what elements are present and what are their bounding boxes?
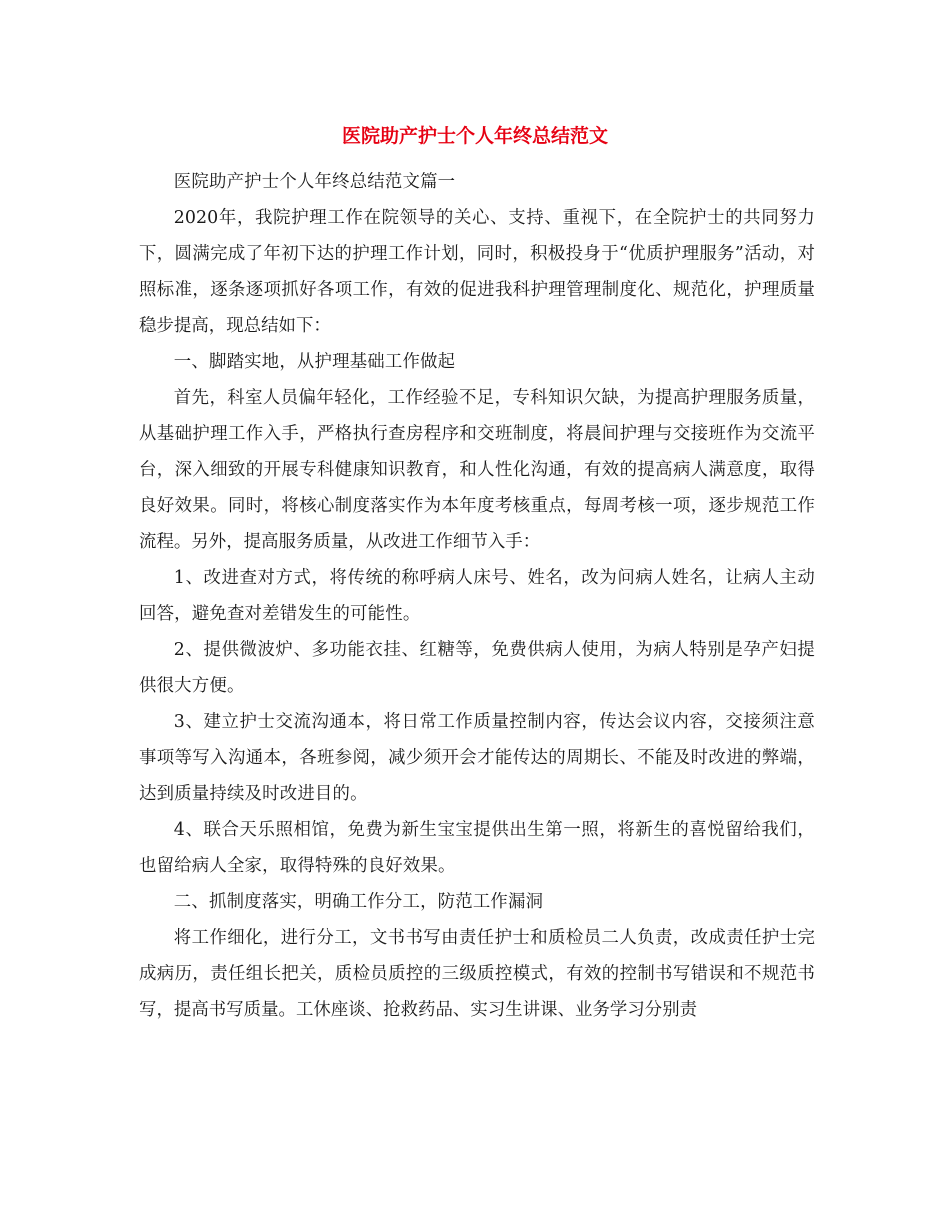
- document-title: 医院助产护士个人年终总结范文: [341, 125, 608, 147]
- list-item-1: 1、改进查对方式，将传统的称呼病人床号、姓名，改为问病人姓名，让病人主动回答，避免查对差错发生的可能性。: [139, 568, 815, 624]
- paragraph-division-of-work: 将工作细化，进行分工，文书书写由责任护士和质检员二人负责，改成责任护士完成病历，责任组长把关，质检员质控的三级质控模式，有效的控制书写错误和不规范书写，提高书写质量。工休座谈、抢救药品、实习生讲课、业务学习分别责: [139, 928, 815, 1020]
- list-item-4: 4、联合天乐照相馆，免费为新生宝宝提供出生第一照，将新生的喜悦留给我们，也留给病人全家，取得特殊的良好效果。: [139, 820, 815, 876]
- list-item-3: 3、建立护士交流沟通本，将日常工作质量控制内容，传达会议内容，交接须注意事项等写入沟通本，各班参阅，减少须开会才能传达的周期长、不能及时改进的弊端，达到质量持续及时改进目的。: [139, 712, 815, 804]
- list-item-2: 2、提供微波炉、多功能衣挂、红糖等，免费供病人使用，为病人特别是孕产妇提供很大方便。: [139, 640, 815, 696]
- intro-paragraph: 2020年，我院护理工作在院领导的关心、支持、重视下，在全院护士的共同努力下，圆满完成了年初下达的护理工作计划，同时，积极投身于“优质护理服务”活动，对照标准，逐条逐项抓好各项工作，有效的促进我科护理管理制度化、规范化，护理质量稳步提高，现总结如下：: [139, 208, 815, 336]
- section-heading-part-one: 医院助产护士个人年终总结范文篇一: [173, 172, 456, 192]
- section-heading-2: 二、抓制度落实，明确工作分工，防范工作漏洞: [173, 892, 544, 912]
- document-body: [139, 164, 815, 1028]
- paragraph-first-steps: 首先，科室人员偏年轻化，工作经验不足，专科知识欠缺，为提高护理服务质量，从基础护理工作入手，严格执行查房程序和交班制度，将晨间护理与交接班作为交流平台，深入细致的开展专科健康知识教育，和人性化沟通，有效的提高病人满意度，取得良好效果。同时，将核心制度落实作为本年度考核重点，每周考核一项，逐步规范工作流程。另外，提高服务质量，从改进工作细节入手：: [139, 388, 815, 552]
- section-heading-1: 一、脚踏实地，从护理基础工作做起: [173, 352, 456, 372]
